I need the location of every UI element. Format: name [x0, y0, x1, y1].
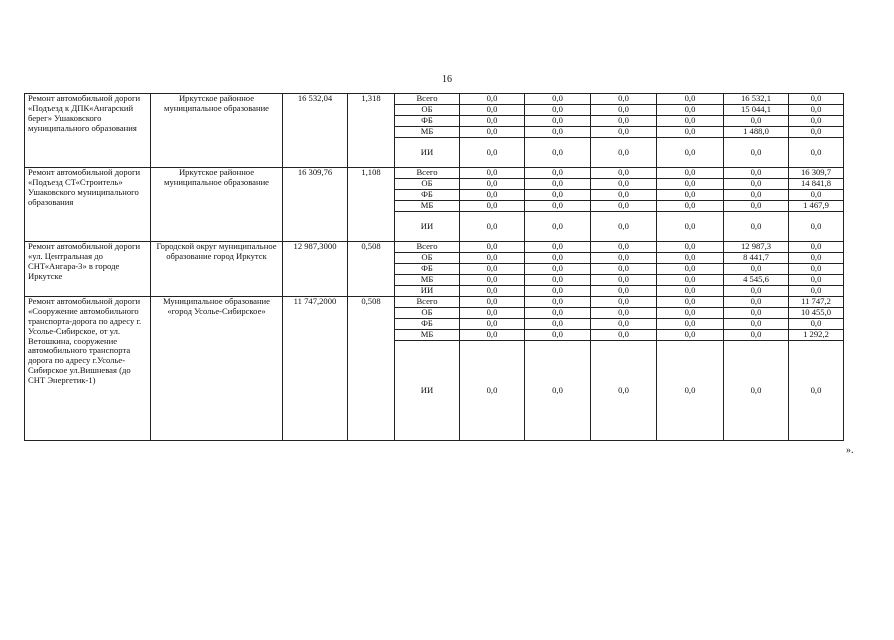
funding-value: 0,0 [657, 341, 724, 441]
funding-value: 0,0 [591, 168, 657, 179]
funding-value: 0,0 [591, 212, 657, 242]
funding-value: 16 309,7 [789, 168, 844, 179]
funding-source: МБ [395, 127, 460, 138]
funding-value: 0,0 [591, 190, 657, 201]
funding-value: 0,0 [591, 297, 657, 308]
funding-value: 0,0 [657, 275, 724, 286]
funding-value: 0,0 [657, 242, 724, 253]
funding-value: 0,0 [591, 242, 657, 253]
funding-value: 0,0 [724, 286, 789, 297]
funding-source: Всего [395, 168, 460, 179]
funding-value: 0,0 [724, 201, 789, 212]
funding-value: 0,0 [525, 319, 591, 330]
road-length: 1,318 [348, 94, 395, 168]
municipality: Иркутское районное муниципальное образование [151, 168, 283, 242]
funding-value: 0,0 [789, 275, 844, 286]
funding-source: МБ [395, 275, 460, 286]
funding-value: 0,0 [657, 94, 724, 105]
funding-value: 0,0 [657, 319, 724, 330]
funding-value: 0,0 [460, 297, 525, 308]
funding-value: 0,0 [657, 190, 724, 201]
funding-value: 0,0 [525, 105, 591, 116]
funding-source: ИИ [395, 212, 460, 242]
project-cost: 12 987,3000 [283, 242, 348, 297]
funding-value: 0,0 [789, 116, 844, 127]
funding-value: 0,0 [591, 116, 657, 127]
table-row [25, 297, 844, 308]
funding-value: 0,0 [591, 286, 657, 297]
funding-value: 1 467,9 [789, 201, 844, 212]
funding-value: 11 747,2 [789, 297, 844, 308]
funding-value: 0,0 [525, 341, 591, 441]
funding-value: 0,0 [591, 319, 657, 330]
funding-value: 0,0 [591, 253, 657, 264]
funding-value: 0,0 [525, 179, 591, 190]
funding-value: 0,0 [724, 319, 789, 330]
table-row [25, 168, 844, 179]
funding-value: 0,0 [460, 242, 525, 253]
funding-source: ФБ [395, 319, 460, 330]
project-name: Ремонт автомобильной дороги «Подъезд к ДПК«Ангарский берег» Ушаковского муниципального образования [25, 94, 151, 168]
funding-source: МБ [395, 330, 460, 341]
project-name: Ремонт автомобильной дороги «ул. Центральная до СНТ«Ангара-3» в городе Иркутске [25, 242, 151, 297]
funding-source: ИИ [395, 286, 460, 297]
project-name: Ремонт автомобильной дороги «Подъезд СТ«Строитель» Ушаковского муниципального образования [25, 168, 151, 242]
funding-value: 0,0 [525, 253, 591, 264]
funding-value: 0,0 [657, 253, 724, 264]
table-row [25, 242, 844, 253]
funding-source: ОБ [395, 105, 460, 116]
funding-source: ИИ [395, 138, 460, 168]
funding-value: 0,0 [525, 242, 591, 253]
funding-source: ОБ [395, 308, 460, 319]
funding-value: 12 987,3 [724, 242, 789, 253]
funding-value: 0,0 [724, 308, 789, 319]
funding-value: 0,0 [525, 168, 591, 179]
funding-source: ФБ [395, 190, 460, 201]
funding-source: ФБ [395, 264, 460, 275]
funding-value: 0,0 [460, 94, 525, 105]
funding-value: 0,0 [525, 201, 591, 212]
funding-value: 0,0 [460, 330, 525, 341]
funding-value: 0,0 [460, 212, 525, 242]
funding-value: 0,0 [657, 330, 724, 341]
project-cost: 11 747,2000 [283, 297, 348, 441]
page-number: 16 [442, 74, 452, 85]
funding-value: 4 545,6 [724, 275, 789, 286]
funding-value: 0,0 [657, 116, 724, 127]
funding-value: 0,0 [789, 264, 844, 275]
funding-value: 0,0 [460, 105, 525, 116]
table-row [25, 94, 844, 105]
funding-value: 0,0 [789, 341, 844, 441]
funding-value: 0,0 [789, 105, 844, 116]
funding-value: 0,0 [789, 138, 844, 168]
road-length: 0,508 [348, 242, 395, 297]
funding-value: 0,0 [789, 190, 844, 201]
funding-value: 0,0 [591, 330, 657, 341]
funding-value: 0,0 [591, 127, 657, 138]
funding-value: 0,0 [460, 275, 525, 286]
project-cost: 16 309,76 [283, 168, 348, 242]
funding-value: 0,0 [525, 264, 591, 275]
funding-value: 0,0 [724, 264, 789, 275]
municipality: Муниципальное образование «город Усолье-Сибирское» [151, 297, 283, 441]
funding-value: 0,0 [460, 127, 525, 138]
road-length: 1,108 [348, 168, 395, 242]
funding-value: 0,0 [591, 138, 657, 168]
funding-value: 0,0 [460, 179, 525, 190]
funding-value: 0,0 [460, 168, 525, 179]
funding-source: МБ [395, 201, 460, 212]
funding-value: 0,0 [724, 168, 789, 179]
funding-value: 0,0 [525, 212, 591, 242]
closing-quote-mark: ». [846, 445, 854, 456]
funding-source: Всего [395, 94, 460, 105]
funding-value: 0,0 [460, 286, 525, 297]
funding-value: 0,0 [460, 341, 525, 441]
funding-value: 0,0 [657, 168, 724, 179]
funding-value: 0,0 [591, 308, 657, 319]
funding-value: 0,0 [724, 330, 789, 341]
funding-value: 0,0 [460, 201, 525, 212]
funding-value: 0,0 [525, 127, 591, 138]
funding-value: 0,0 [460, 308, 525, 319]
funding-value: 0,0 [657, 105, 724, 116]
funding-value: 0,0 [657, 308, 724, 319]
road-repair-budget-table [24, 93, 844, 441]
funding-value: 0,0 [460, 264, 525, 275]
funding-value: 1 488,0 [724, 127, 789, 138]
funding-value: 0,0 [724, 179, 789, 190]
funding-value: 0,0 [789, 212, 844, 242]
funding-value: 1 292,2 [789, 330, 844, 341]
funding-value: 0,0 [789, 94, 844, 105]
project-name: Ремонт автомобильной дороги «Сооружение автомобильного транспорта-дорога по адресу г. Усолье-Сибирское, от ул. Ветошкина, сооружение автомобильного транспорта дорога по адресу г.Усолье-Сибирское ул.Вишневая (до СНТ Энергетик-1) [25, 297, 151, 441]
funding-value: 0,0 [724, 138, 789, 168]
funding-value: 8 441,7 [724, 253, 789, 264]
funding-source: ОБ [395, 253, 460, 264]
funding-value: 0,0 [525, 275, 591, 286]
funding-value: 0,0 [525, 286, 591, 297]
funding-value: 0,0 [525, 94, 591, 105]
funding-source: ОБ [395, 179, 460, 190]
funding-value: 0,0 [724, 297, 789, 308]
municipality: Городской округ муниципальное образование город Иркутск [151, 242, 283, 297]
funding-value: 0,0 [525, 297, 591, 308]
funding-value: 0,0 [591, 275, 657, 286]
funding-value: 0,0 [460, 190, 525, 201]
funding-value: 0,0 [724, 116, 789, 127]
funding-value: 0,0 [657, 264, 724, 275]
municipality: Иркутское районное муниципальное образование [151, 94, 283, 168]
funding-value: 0,0 [460, 116, 525, 127]
funding-source: Всего [395, 297, 460, 308]
funding-value: 0,0 [657, 297, 724, 308]
funding-value: 0,0 [591, 201, 657, 212]
funding-value: 0,0 [591, 179, 657, 190]
funding-value: 0,0 [657, 212, 724, 242]
funding-value: 0,0 [460, 253, 525, 264]
funding-value: 10 455,0 [789, 308, 844, 319]
funding-value: 0,0 [789, 242, 844, 253]
funding-value: 0,0 [789, 253, 844, 264]
funding-value: 0,0 [724, 190, 789, 201]
funding-value: 0,0 [525, 190, 591, 201]
project-cost: 16 532,04 [283, 94, 348, 168]
funding-value: 0,0 [657, 201, 724, 212]
road-length: 0,508 [348, 297, 395, 441]
funding-value: 0,0 [460, 319, 525, 330]
funding-value: 0,0 [525, 330, 591, 341]
funding-value: 14 841,8 [789, 179, 844, 190]
funding-value: 0,0 [657, 179, 724, 190]
funding-value: 0,0 [789, 319, 844, 330]
funding-value: 16 532,1 [724, 94, 789, 105]
funding-value: 0,0 [724, 341, 789, 441]
funding-value: 0,0 [525, 308, 591, 319]
funding-source: ФБ [395, 116, 460, 127]
funding-value: 0,0 [460, 138, 525, 168]
funding-value: 0,0 [591, 264, 657, 275]
funding-value: 0,0 [525, 138, 591, 168]
funding-value: 15 044,1 [724, 105, 789, 116]
funding-value: 0,0 [591, 105, 657, 116]
funding-source: ИИ [395, 341, 460, 441]
funding-value: 0,0 [724, 212, 789, 242]
funding-value: 0,0 [657, 127, 724, 138]
funding-value: 0,0 [591, 94, 657, 105]
funding-value: 0,0 [657, 286, 724, 297]
funding-source: Всего [395, 242, 460, 253]
funding-value: 0,0 [789, 127, 844, 138]
funding-value: 0,0 [591, 341, 657, 441]
funding-value: 0,0 [525, 116, 591, 127]
funding-value: 0,0 [657, 138, 724, 168]
funding-value: 0,0 [789, 286, 844, 297]
